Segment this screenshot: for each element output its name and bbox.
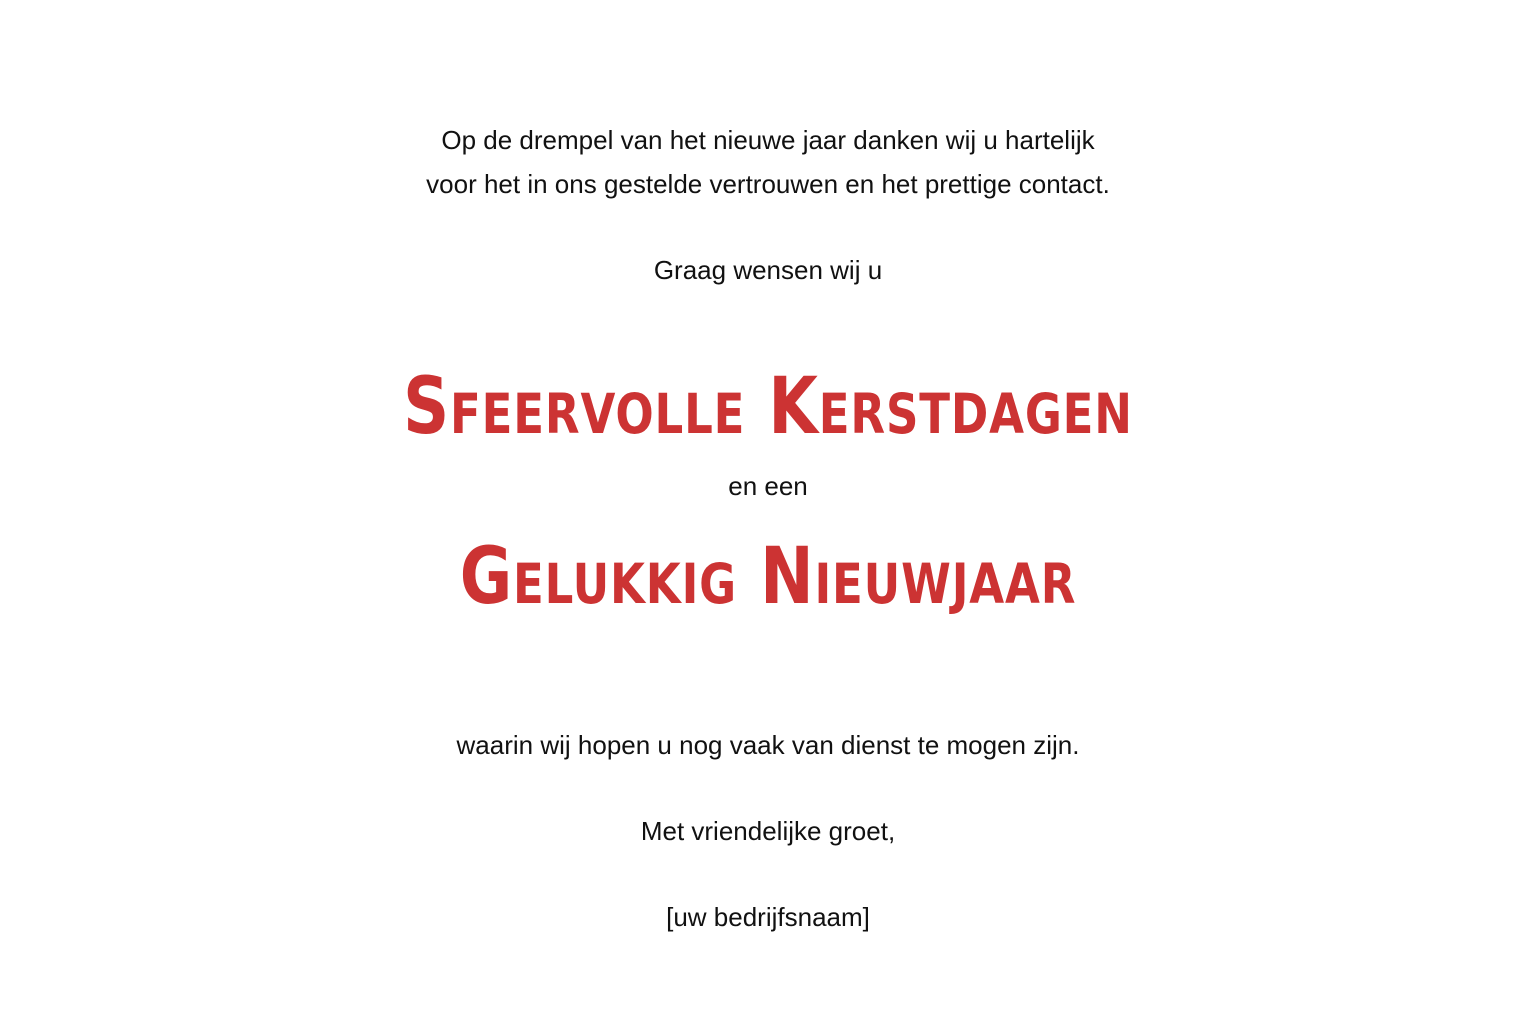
- connector-text: en een: [728, 471, 808, 501]
- intro-line-1: Op de drempel van het nieuwe jaar danken wij u hartelijk: [441, 125, 1095, 155]
- christmas-greeting: Sfeervolle Kerstdagen: [403, 362, 1133, 452]
- closing-text: Met vriendelijke groet,: [640, 816, 896, 846]
- new-year-greeting: Gelukkig Nieuwjaar: [459, 532, 1077, 622]
- wish-lead: Graag wensen wij u: [653, 255, 883, 285]
- company-name-placeholder: [uw bedrijfsnaam]: [666, 902, 870, 932]
- intro-line-2: voor het in ons gestelde vertrouwen en het prettige contact.: [426, 169, 1110, 199]
- hope-line: waarin wij hopen u nog vaak van dienst te mogen zijn.: [456, 730, 1080, 760]
